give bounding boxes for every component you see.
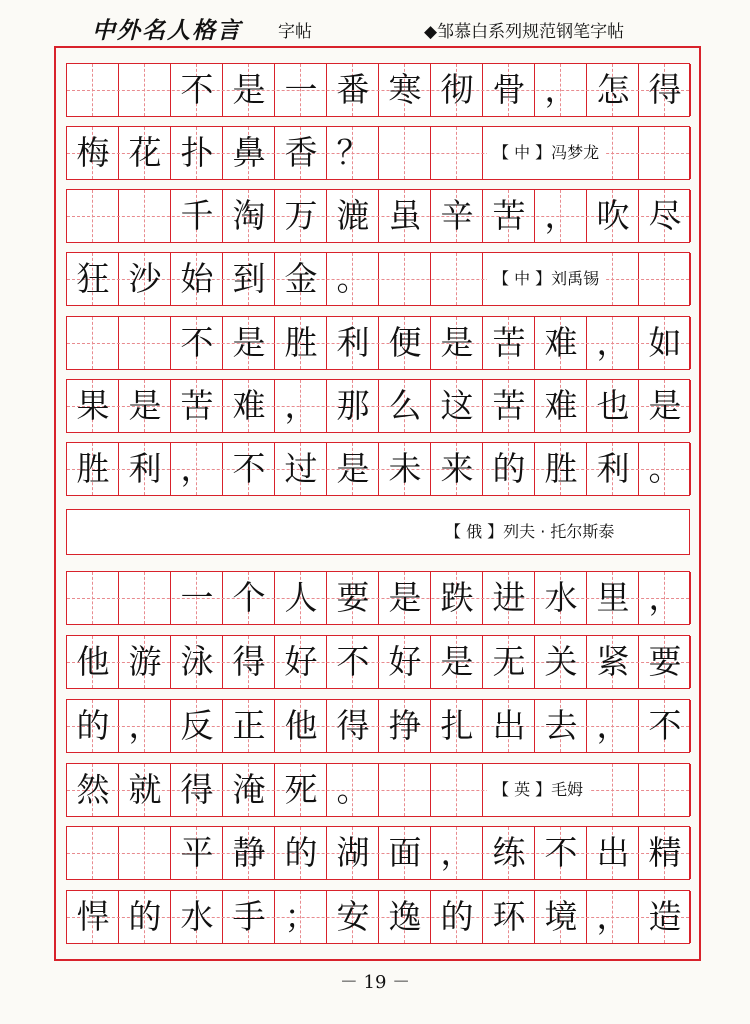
calligraphy-char: 逸 (388, 897, 422, 936)
grid-row (66, 699, 690, 753)
calligraphy-char: 便 (388, 323, 422, 362)
calligraphy-char: ， (180, 449, 214, 488)
calligraphy-char: 的 (76, 706, 110, 745)
calligraphy-char: 安 (336, 897, 370, 936)
calligraphy-char: 得 (336, 706, 370, 745)
calligraphy-char: 死 (284, 770, 318, 809)
grid-row (66, 442, 690, 496)
grid-cell (639, 127, 691, 179)
grid-cell (639, 764, 691, 816)
calligraphy-char: 扑 (180, 133, 214, 172)
calligraphy-char: 无 (492, 642, 526, 681)
calligraphy-char: 是 (232, 323, 266, 362)
calligraphy-char: 梅 (76, 133, 110, 172)
calligraphy-char: 难 (232, 386, 266, 425)
grid-row (66, 252, 690, 306)
calligraphy-char: 悍 (76, 897, 110, 936)
calligraphy-char: 一 (180, 578, 214, 617)
calligraphy-char: 一 (284, 70, 318, 109)
quote-author: 【 中 】刘禹锡 (487, 253, 605, 305)
calligraphy-char: 金 (284, 259, 318, 298)
page-number: － 19 － (339, 972, 411, 993)
calligraphy-char: 胜 (284, 323, 318, 362)
calligraphy-char: 苦 (180, 386, 214, 425)
calligraphy-char: 过 (284, 449, 318, 488)
calligraphy-char: 要 (648, 642, 682, 681)
grid-row (66, 316, 690, 370)
calligraphy-char: 造 (648, 897, 682, 936)
calligraphy-char: 里 (596, 578, 630, 617)
grid-cell (379, 764, 431, 816)
calligraphy-char: 如 (648, 323, 682, 362)
calligraphy-char: 虽 (388, 196, 422, 235)
calligraphy-char: 是 (648, 386, 682, 425)
calligraphy-char: 好 (284, 642, 318, 681)
calligraphy-char: 的 (440, 897, 474, 936)
book-title: 中外名人格言 (92, 17, 242, 44)
quote-author: 【 英 】毛姆 (487, 764, 589, 816)
calligraphy-char: 人 (284, 578, 318, 617)
calligraphy-char: 怎 (596, 70, 630, 109)
grid-cell (67, 572, 119, 624)
calligraphy-char: 好 (388, 642, 422, 681)
calligraphy-char: 。 (648, 449, 682, 488)
calligraphy-char: ？ (336, 133, 370, 172)
grid-cell (119, 572, 171, 624)
calligraphy-char: 得 (648, 70, 682, 109)
calligraphy-char: 个 (232, 578, 266, 617)
calligraphy-char: 面 (388, 833, 422, 872)
calligraphy-char: 尽 (648, 196, 682, 235)
calligraphy-char: 得 (180, 770, 214, 809)
calligraphy-char: 他 (284, 706, 318, 745)
calligraphy-char: 未 (388, 449, 422, 488)
calligraphy-char: 境 (544, 897, 578, 936)
calligraphy-char: 反 (180, 706, 214, 745)
calligraphy-char: ， (544, 196, 578, 235)
calligraphy-char: 是 (232, 70, 266, 109)
calligraphy-char: 是 (440, 642, 474, 681)
grid-cell (119, 827, 171, 879)
calligraphy-char: 利 (336, 323, 370, 362)
calligraphy-char: 不 (232, 449, 266, 488)
calligraphy-char: 难 (544, 323, 578, 362)
calligraphy-char: 的 (128, 897, 162, 936)
page-header (0, 0, 750, 46)
calligraphy-char: 不 (544, 833, 578, 872)
grid-cell (67, 317, 119, 369)
author-row (66, 509, 690, 555)
calligraphy-char: 紧 (596, 642, 630, 681)
calligraphy-char: 不 (180, 323, 214, 362)
calligraphy-char: 骨 (492, 70, 526, 109)
calligraphy-char: 静 (232, 833, 266, 872)
calligraphy-char: 是 (440, 323, 474, 362)
calligraphy-char: 漉 (336, 196, 370, 235)
grid-row (66, 379, 690, 433)
series-title: ◆邹慕白系列规范钢笔字帖 (424, 22, 625, 42)
grid-row (66, 571, 690, 625)
calligraphy-char: ， (648, 578, 682, 617)
calligraphy-char: 狂 (76, 259, 110, 298)
calligraphy-char: 关 (544, 642, 578, 681)
calligraphy-char: 也 (596, 386, 630, 425)
calligraphy-char: ， (440, 833, 474, 872)
practice-frame (54, 46, 701, 961)
calligraphy-char: 淹 (232, 770, 266, 809)
calligraphy-char: 得 (232, 642, 266, 681)
calligraphy-char: 万 (284, 196, 318, 235)
calligraphy-char: 到 (232, 259, 266, 298)
calligraphy-char: 辛 (440, 196, 474, 235)
calligraphy-char: 然 (76, 770, 110, 809)
calligraphy-char: 的 (492, 449, 526, 488)
calligraphy-char: 不 (336, 642, 370, 681)
calligraphy-char: 的 (284, 833, 318, 872)
calligraphy-char: 湖 (336, 833, 370, 872)
calligraphy-char: 出 (596, 833, 630, 872)
calligraphy-char: 不 (180, 70, 214, 109)
book-subtitle: 字帖 (278, 22, 312, 42)
calligraphy-char: 练 (492, 833, 526, 872)
calligraphy-char: 胜 (544, 449, 578, 488)
calligraphy-char: 果 (76, 386, 110, 425)
quote-author: 【 中 】冯梦龙 (487, 127, 605, 179)
calligraphy-char: ； (284, 897, 318, 936)
calligraphy-char: 么 (388, 386, 422, 425)
calligraphy-char: 苦 (492, 386, 526, 425)
calligraphy-char: 淘 (232, 196, 266, 235)
grid-cell (431, 764, 483, 816)
grid-cell (119, 64, 171, 116)
calligraphy-char: ， (128, 706, 162, 745)
calligraphy-char: 跌 (440, 578, 474, 617)
calligraphy-char: 进 (492, 578, 526, 617)
calligraphy-char: 手 (232, 897, 266, 936)
calligraphy-char: ， (284, 386, 318, 425)
calligraphy-char: 苦 (492, 196, 526, 235)
grid-row (66, 189, 690, 243)
calligraphy-char: ， (544, 70, 578, 109)
calligraphy-char: 来 (440, 449, 474, 488)
calligraphy-char: 。 (336, 259, 370, 298)
calligraphy-char: 鼻 (232, 133, 266, 172)
calligraphy-char: 千 (180, 196, 214, 235)
calligraphy-char: 不 (648, 706, 682, 745)
calligraphy-char: 要 (336, 578, 370, 617)
grid-cell (67, 190, 119, 242)
calligraphy-char: ， (596, 897, 630, 936)
calligraphy-char: 他 (76, 642, 110, 681)
calligraphy-char: 那 (336, 386, 370, 425)
quote-author: 【 俄 】列夫 · 托尔斯泰 (439, 510, 620, 554)
calligraphy-char: 。 (336, 770, 370, 809)
calligraphy-char: 是 (336, 449, 370, 488)
grid-cell (587, 764, 639, 816)
calligraphy-char: ， (596, 323, 630, 362)
calligraphy-char: 利 (128, 449, 162, 488)
calligraphy-char: 寒 (388, 70, 422, 109)
calligraphy-char: 花 (128, 133, 162, 172)
calligraphy-char: 香 (284, 133, 318, 172)
calligraphy-char: 是 (388, 578, 422, 617)
calligraphy-char: ， (596, 706, 630, 745)
calligraphy-char: 这 (440, 386, 474, 425)
grid-row (66, 126, 690, 180)
grid-cell (639, 253, 691, 305)
calligraphy-char: 挣 (388, 706, 422, 745)
grid-cell (67, 64, 119, 116)
calligraphy-char: 彻 (440, 70, 474, 109)
grid-cell (379, 127, 431, 179)
calligraphy-char: 出 (492, 706, 526, 745)
grid-cell (119, 190, 171, 242)
calligraphy-char: 水 (544, 578, 578, 617)
grid-row (66, 763, 690, 817)
calligraphy-char: 难 (544, 386, 578, 425)
calligraphy-char: 平 (180, 833, 214, 872)
calligraphy-char: 游 (128, 642, 162, 681)
calligraphy-char: 去 (544, 706, 578, 745)
calligraphy-char: 吹 (596, 196, 630, 235)
grid-row (66, 826, 690, 880)
calligraphy-char: 胜 (76, 449, 110, 488)
calligraphy-char: 正 (232, 706, 266, 745)
grid-cell (431, 127, 483, 179)
calligraphy-char: 沙 (128, 259, 162, 298)
calligraphy-char: 水 (180, 897, 214, 936)
calligraphy-char: 环 (492, 897, 526, 936)
calligraphy-char: 扎 (440, 706, 474, 745)
calligraphy-char: 始 (180, 259, 214, 298)
calligraphy-char: 利 (596, 449, 630, 488)
calligraphy-char: 苦 (492, 323, 526, 362)
grid-row (66, 63, 690, 117)
grid-row (66, 635, 690, 689)
grid-cell (379, 253, 431, 305)
grid-cell (67, 827, 119, 879)
grid-cell (431, 253, 483, 305)
calligraphy-char: 精 (648, 833, 682, 872)
calligraphy-char: 泳 (180, 642, 214, 681)
calligraphy-char: 番 (336, 70, 370, 109)
grid-cell (119, 317, 171, 369)
calligraphy-char: 就 (128, 770, 162, 809)
grid-row (66, 890, 690, 944)
calligraphy-char: 是 (128, 386, 162, 425)
